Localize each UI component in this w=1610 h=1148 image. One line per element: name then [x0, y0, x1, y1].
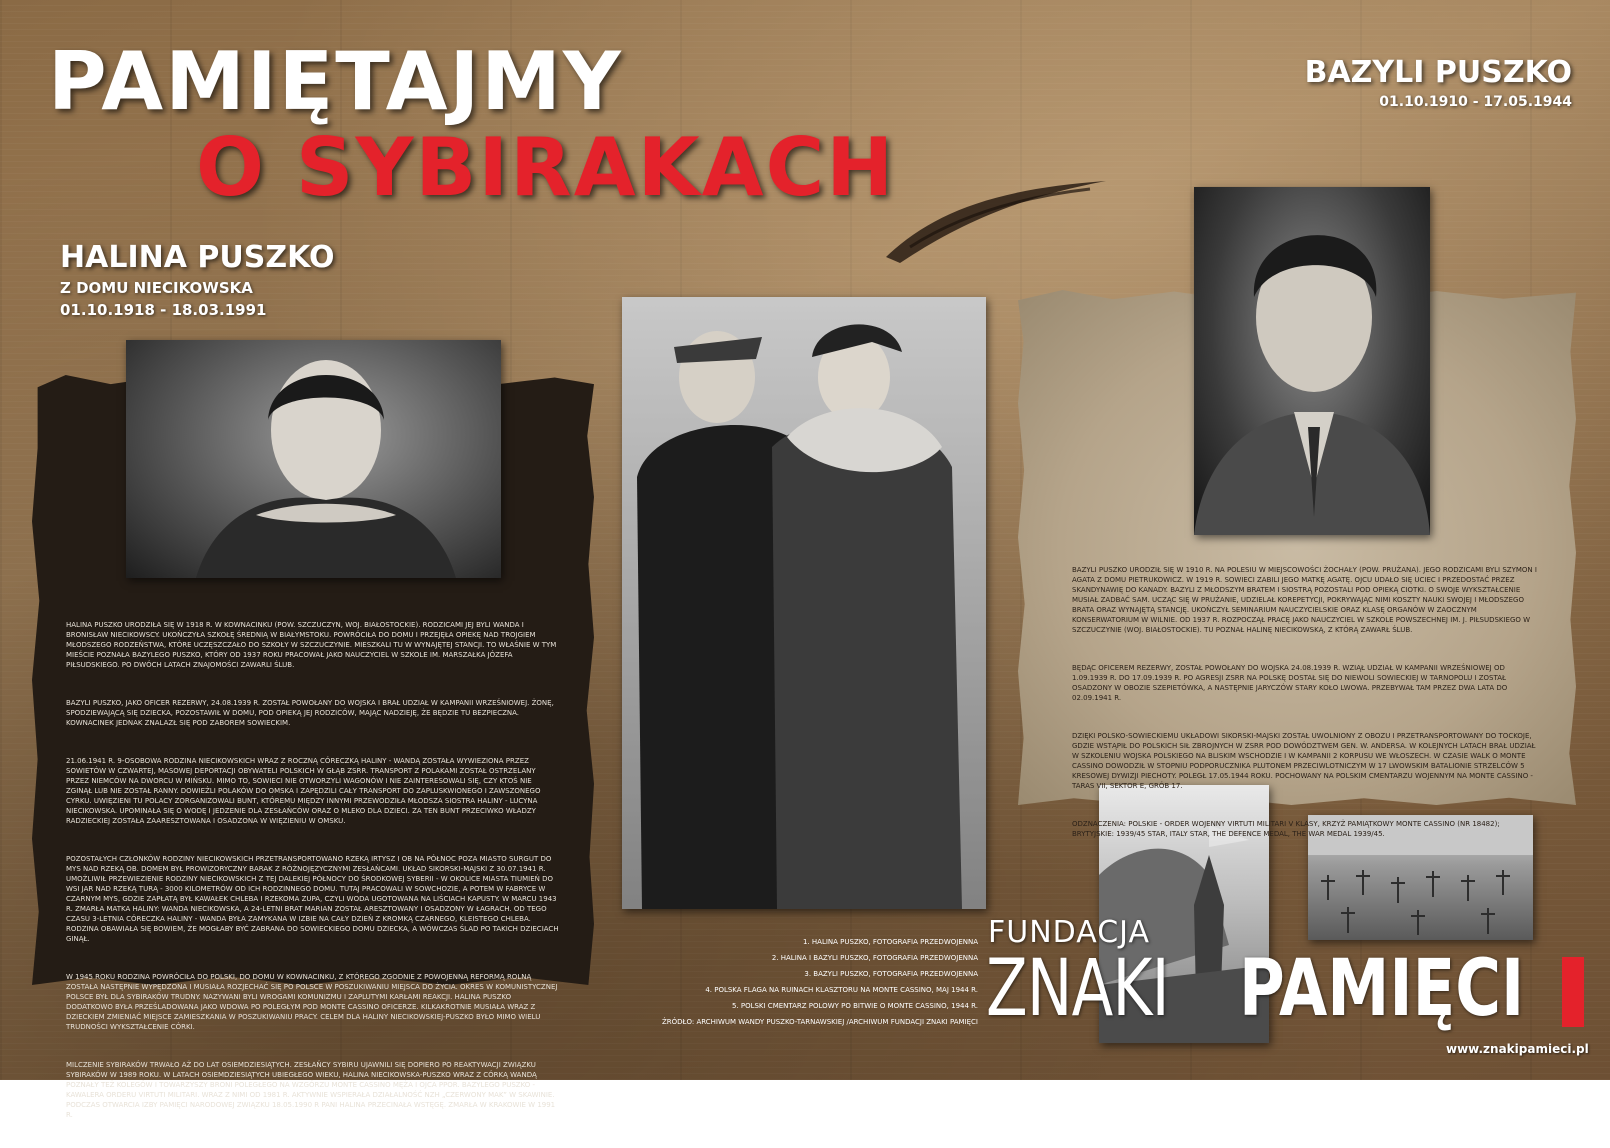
- photo-bazyli: [1194, 187, 1430, 535]
- foundation-word-pamieci: PAMIĘCI: [1239, 944, 1525, 1034]
- title-line-2: O SYBIRAKACH: [196, 121, 896, 214]
- photo-captions: [618, 934, 978, 1030]
- halina-biography: [66, 600, 560, 1148]
- bazyli-bio-paragraph: BĘDĄC OFICEREM REZERWY, ZOSTAŁ POWOŁANY DO WOJSKA 24.08.1939 R. WZIĄŁ UDZIAŁ W KAMPANII WRZEŚNIOWEJ OD 1.09.1939 R. DO 17.09.1939 R. PO AGRESJI ZSRR NA POLSKĘ DOSTAŁ SIĘ DO NIEWOLI SOWIECKIEJ W TARNOPOLU I ZOSTAŁ OSADZONY W OBOZIE SZEPIETÓWKA, A NASTĘPNIE JARYCZÓW STARY KOŁO LWOWA. PRZEBYWAŁ TAM PRZEZ DWA LATA DO 02.09.1941 R.: [1072, 664, 1510, 702]
- caption-source: ŹRÓDŁO: ARCHIWUM WANDY PUSZKO-TARNAWSKIEJ /ARCHIWUM FUNDACJI ZNAKI PAMIĘCI: [662, 1018, 978, 1026]
- photo-halina: [126, 340, 501, 578]
- halina-maiden-name: Z DOMU NIECIKOWSKA: [60, 279, 253, 297]
- halina-dates: 01.10.1918 - 18.03.1991: [60, 301, 267, 319]
- halina-bio-paragraph: HALINA PUSZKO URODZIŁA SIĘ W 1918 R. W KOWNACINKU (POW. SZCZUCZYN, WOJ. BIAŁOSTOCKIE). RODZICAMI JEJ BYLI WANDA I BRONISŁAW NIECIKOWSCY. UKOŃCZYŁA SZKOŁĘ ŚREDNIĄ W BIAŁYMSTOKU. POWRÓCIŁA DO DOMU I PRZEJĘŁA OPIEKĘ NAD TROJGIEM MŁODSZEGO RODZEŃSTWA, KTÓRE UCZĘSZCZAŁO DO SZKOŁY W SZCZUCZYNIE. MIESZKALI TU W WYNAJĘTEJ STANCJI. TO WŁAŚNIE W TYM MIEŚCIE POZNAŁA BAZYLEGO PUSZKO, KTÓRY OD 1937 ROKU PRACOWAŁ JAKO NAUCZYCIEL W SZKOLE IM. MARSZAŁKA JÓZEFA PIŁSUDSKIEGO. PO DWÓCH LATACH ZNAJOMOŚCI ZAWARLI ŚLUB.: [66, 621, 559, 669]
- photo-halina-figure: [126, 340, 501, 578]
- photo-couple-figures: [622, 297, 986, 909]
- halina-bio-paragraph: POZOSTAŁYCH CZŁONKÓW RODZINY NIECIKOWSKICH PRZETRANSPORTOWANO RZEKĄ IRTYSZ I OB NA PÓŁNOC POZA MIASTO SURGUT DO MYS NAD RZEKĄ OB. DOMEM BYŁ PROWIZORYCZNY BARAK Z RÓŻNOJĘZYCZNYMI ZESŁAŃCAMI. UKŁAD SIKORSKI-MAJSKI Z 30.07.1941 R. UMOŻLIWIŁ PRZEWIEZIENIE RODZINY NIECIKOWSKICH Z TEJ DALEKIEJ PÓŁNOCY DO ŚRODKOWEJ SYBERII - W OKOLICE MIASTA TIUMIEŃ DO WSI JAR NAD RZEKĄ TURĄ - 3000 KILOMETRÓW OD ICH RODZINNEGO DOMU. TUTAJ PRACOWALI W SOWCHOZIE, A POTEM W FABRYCE W CZARNYM MYS, GDZIE ZAPŁATĄ BYŁ KAWAŁEK CHLEBA I RZEKOMA ZUPA, CZYLI WODA UGOTOWANA NA LIŚCIACH KAPUSTY. W MARCU 1943 R. ZMARŁA MATKA HALINY: WANDA NIECIKOWSKA, A 24-LETNI BRAT MARIAN ZOSTAŁ ARESZTOWANY I OSADZONY W ŁAGRACH. OD TEGO CZASU 3-LETNIA CÓRECZKA HALINY - WANDA BYŁA ZAMYKANA W IZBIE NA CAŁY DZIEŃ Z KROMKĄ CZARNEGO, KLEISTEGO CHLEBA. RODZINA OBAWIAŁA SIĘ BOWIEM, ŻE MOGŁABY BYĆ ZABRANA DO SOWIECKIEGO DOMU DZIECKA, A WÓWCZAS ŚLAD PO TAKICH DZIECIACH GINĄŁ.: [66, 855, 561, 943]
- foundation-word-znaki: ZNAKI: [986, 944, 1169, 1034]
- photo-couple: [622, 297, 986, 909]
- caption-1: 1. HALINA PUSZKO, FOTOGRAFIA PRZEDWOJENNA: [802, 938, 978, 946]
- photo-bazyli-figure: [1194, 187, 1430, 535]
- halina-bio-paragraph: W 1945 ROKU RODZINA POWRÓCIŁA DO POLSKI, DO DOMU W KOWNACINKU, Z KTÓREGO ZGODNIE Z POWOJENNĄ REFORMĄ ROLNĄ ZOSTAŁA NASTĘPNIE WYPĘDZONA I MUSIAŁA ROZJECHAĆ SIĘ PO POLSCE W POSZUKIWANIU MIEJSCA DO ŻYCIA. OKRES W KOMUNISTYCZNEJ POLSCE BYŁ DLA SYBIRAKÓW TRUDNY. NAZYWANI BYLI WROGAMI KOMUNIZMU I ZAPLUTYMI KARŁAMI REAKCJI. HALINA PUSZKO DODATKOWO BYŁA PRZEŚLADOWANA JAKO WDOWA PO POLEGŁYM POD MONTE CASSINO OFICERZE. KILKAKROTNIE MUSIAŁA WRAZ Z DZIECKIEM ZMIENIAĆ MIEJSCE ZAMIESZKANIA W POSZUKIWANIU PRACY. CELEM DLA HALINY NIECIKOWSKIEJ-PUSZKO BYŁO MIMO WIELU TRUDNOŚCI WYKSZTAŁCENIE CÓRKI.: [66, 973, 560, 1031]
- foundation-url[interactable]: www.znakipamieci.pl: [1446, 1042, 1589, 1056]
- foundation-label: FUNDACJA: [988, 915, 1151, 950]
- logo-red-bar: [1562, 957, 1584, 1027]
- bazyli-biography: [1072, 545, 1540, 867]
- caption-4: 4. POLSKA FLAGA NA RUINACH KLASZTORU NA MONTE CASSINO, MAJ 1944 R.: [705, 986, 978, 994]
- caption-3: 3. BAZYLI PUSZKO, FOTOGRAFIA PRZEDWOJENNA: [804, 970, 978, 978]
- title-line-1: PAMIĘTAJMY: [48, 35, 623, 128]
- bazyli-bio-paragraph: DZIĘKI POLSKO-SOWIECKIEMU UKŁADOWI SIKORSKI-MAJSKI ZOSTAŁ UWOLNIONY Z OBOZU I PRZETRANSPORTOWANY DO TOCKOJE, GDZIE WSTĄPIŁ DO POLSKICH SIŁ ZBROJNYCH W ZSRR POD DOWÓDZTWEM GEN. W. ANDERSA. W KOLEJNYCH LATACH BRAŁ UDZIAŁ W SZKOLENIU WOJSKA POLSKIEGO NA BLISKIM WSCHODZIE I W KAMPANII 2 KORPUSU WE WŁOSZECH. W CZASIE WALK O MONTE CASSINO DOWODZIŁ W STOPNIU PODPORUCZNIKA PLUTONEM PRZECIWLOTNICZYM W 17 LWOWSKIM BATALIONIE STRZELCÓW 5 KRESOWEJ DYWIZJI PIECHOTY. POLEGŁ 17.05.1944 ROKU. POCHOWANY NA POLSKIM CMENTARZU WOJENNYM NA MONTE CASSINO - TARAS VII, SEKTOR E, GRÓB 17.: [1072, 732, 1538, 790]
- bazyli-name: BAZYLI PUSZKO: [1304, 55, 1572, 90]
- caption-2: 2. HALINA I BAZYLI PUSZKO, FOTOGRAFIA PRZEDWOJENNA: [771, 954, 978, 962]
- bazyli-dates: 01.10.1910 - 17.05.1944: [1379, 94, 1572, 110]
- halina-bio-paragraph: BAZYLI PUSZKO, JAKO OFICER REZERWY, 24.08.1939 R. ZOSTAŁ POWOŁANY DO WOJSKA I BRAŁ UDZIAŁ W KAMPANII WRZEŚNIOWEJ. ŻONĘ, SPODZIEWAJĄCĄ SIĘ DZIECKA, POZOSTAWIŁ W DOMU, POD OPIEKĄ JEJ RODZICÓW, MAJĄC NADZIEJĘ, ŻE BĘDZIE TU BEZPIECZNA. KOWNACINEK JEDNAK ZNALAZŁ SIĘ POD ZABOREM SOWIECKIM.: [66, 699, 557, 727]
- halina-name: HALINA PUSZKO: [60, 240, 335, 275]
- halina-bio-paragraph: MILCZENIE SYBIRAKÓW TRWAŁO AŻ DO LAT OSIEMDZIESIĄTYCH. ZESŁAŃCY SYBIRU UJAWNILI SIĘ DOPIERO PO REAKTYWACJI ZWIĄZKU SYBIRAKÓW W 1989 ROKU. W LATACH OSIEMDZIESIĄTYCH UBIEGŁEGO WIEKU, HALINA NIECIKOWSKA-PUSZKO WRAZ Z CÓRKĄ WANDĄ POZNAŁY TEŻ KOLEGÓW I TOWARZYSZY BRONI POLEGŁEGO NA WZGÓRZU MONTE CASSINO MĘŻA I OJCA PPOR. BAZYLEGO PUSZKO - KAWALERA ORDERU VIRTUTI MILITARI. WRAZ Z NIMI OD 1981 R. AKTYWNIE WSPIERAŁA DZIAŁALNOŚĆ NZH „CZERWONY MAK” W SKAWINIE. PODCZAS OTWARCIA IZBY PAMIĘCI NARODOWEJ ZWIĄZKU 18.05.1990 R PANI HALINA PRZECINAŁA WSTĘGĘ. ZMARŁA W KRAKOWIE W 1991 R.: [66, 1061, 558, 1119]
- halina-bio-paragraph: 21.06.1941 R. 9-OSOBOWA RODZINA NIECIKOWSKICH WRAZ Z ROCZNĄ CÓRECZKĄ HALINY - WANDĄ ZOSTAŁA WYWIEZIONA PRZEZ SOWIETÓW W CZWARTEJ, MASOWEJ DEPORTACJI OBYWATELI POLSKICH W GŁĄB ZSRR. TRANSPORT Z POLAKAMI ZOSTAŁ OSTRZELANY PRZEZ NIEMCÓW NA DWORCU W MIŃSKU. MIMO TO, SOWIECI NIE OTWORZYLI WAGONÓW I NIE ZAINTERESOWALI SIĘ, CZY KTOŚ NIE ZGINĄŁ LUB NIE ZOSTAŁ RANNY. DOWIEŹLI POLAKÓW DO OMSKA I ZAPĘDZILI CAŁY TRANSPORT DO ZAPLUSKWIONEGO I ZAWSZONEGO CYRKU. UWIĘZIENI TU POLACY ZORGANIZOWALI BUNT, KTÓREMU MIĘDZY INNYMI PRZEWODZIŁA MŁODSZA SIOSTRA HALINY - LUCYNA NIECIKOWSKA. UPOMINAŁA SIĘ O WODĘ I JEDZENIE DLA ZESŁAŃCÓW ORAZ O MLEKO DLA DZIECI. ZA TEN BUNT PRZECIWKO WŁADZY RADZIECKIEJ ZOSTAŁA ZAARESZTOWANA I OSADZONA W WIĘZIENIU W OMSKU.: [66, 757, 543, 825]
- bazyli-bio-paragraph: ODZNACZENIA: POLSKIE - ORDER WOJENNY VIRTUTI MILITARI V KLASY, KRZYŻ PAMIĄTKOWY MONTE CASSINO (NR 18482); BRYTYJSKIE: 1939/45 STAR, ITALY STAR, THE DEFENCE MEDAL, THE WAR MEDAL 1939/45.: [1072, 820, 1502, 838]
- bazyli-bio-paragraph: BAZYLI PUSZKO URODZIŁ SIĘ W 1910 R. NA POLESIU W MIEJSCOWOŚCI ŻOCHAŁY (POW. PRUŻANA). JEGO RODZICAMI BYLI SZYMON I AGATA Z DOMU PIETRUKOWICZ. W 1919 R. SOWIECI ZABILI JEGO MATKĘ AGATĘ. OJCU UDAŁO SIĘ UCIEC I PRZEDOSTAĆ PRZEZ SKANDYNAWIĘ DO KANADY. BAZYLI Z MŁODSZYM BRATEM I SIOSTRĄ POZOSTALI POD OPIEKĄ CIOTKI. O SWOJE WYKSZTAŁCENIE MUSIAŁ ZADBAĆ SAM. UCZĄC SIĘ W PRUŻANIE, UDZIELAŁ KOREPETYCJI, POKRYWAJĄC NIMI KOSZTY NAUKI SWOJEJ I MŁODSZEGO BRATA ORAZ WYNAJĘTĄ STANCJĘ. UKOŃCZYŁ SEMINARIUM NAUCZYCIELSKIE ORAZ KLASĘ ORGANÓW W ZAOCZNYM KONSERWATORIUM W WILNIE. OD 1937 R. ROZPOCZĄŁ PRACĘ JAKO NAUCZYCIEL W SZKOLE POWSZECHNEJ IM. J. PIŁSUDSKIEGO W SZCZUCZYNIE (WOJ. BIAŁOSTOCKIE). TU POZNAŁ HALINĘ NIECIKOWSKĄ, Z KTÓRĄ ZAWARŁ ŚLUB.: [1072, 566, 1540, 634]
- brush-stroke-decoration: [880, 175, 1110, 265]
- caption-5: 5. POLSKI CMENTARZ POLOWY PO BITWIE O MONTE CASSINO, 1944 R.: [731, 1002, 978, 1010]
